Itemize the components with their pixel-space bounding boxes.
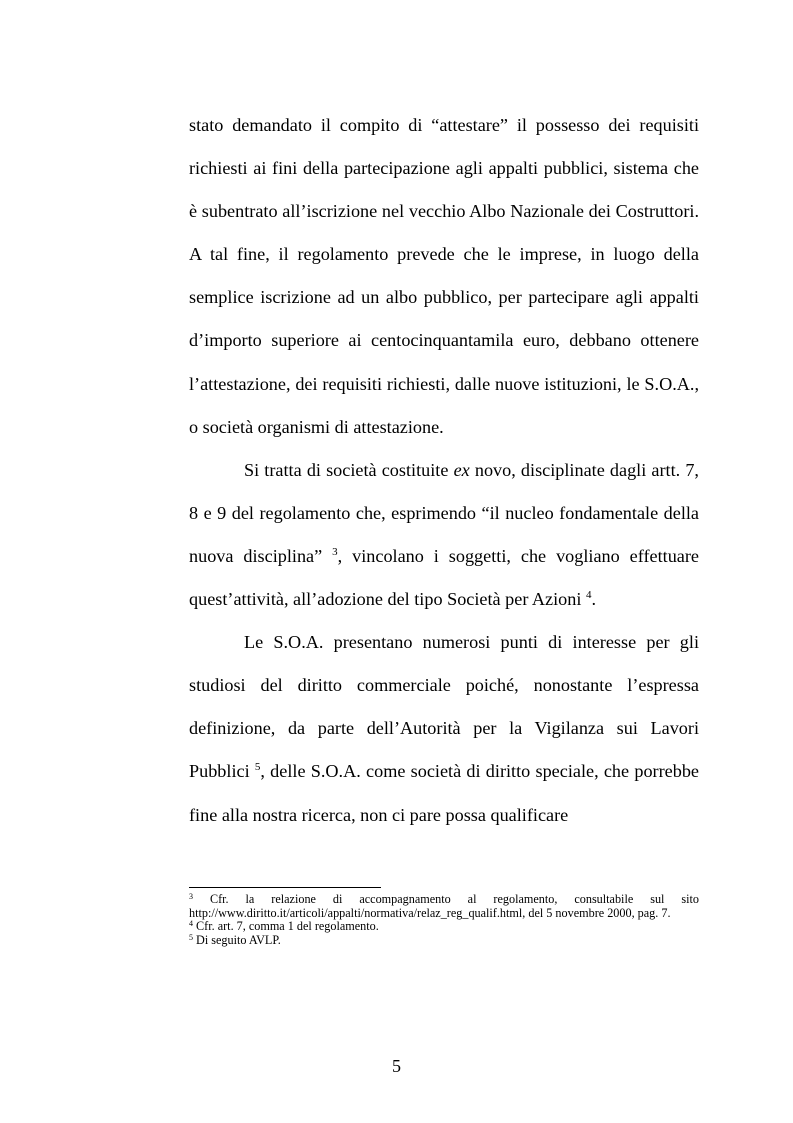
footnote-5 <box>189 934 699 948</box>
paragraph-2-text: novo, disciplinate dagli artt. 7, 8 e 9 del regolamento che, esprimendo “il nucleo fondamentale della nuova disciplina” <box>189 459 699 566</box>
paragraph-2 <box>189 449 699 621</box>
footnote-ref-3[interactable]: 3 <box>332 545 338 558</box>
footnotes <box>189 893 699 947</box>
body-text <box>189 104 699 837</box>
footnote-ref-5[interactable]: 5 <box>254 761 261 774</box>
footnote-text: Cfr. la relazione di accompagnamento al regolamento, consultabile sul sito http://www.diritto.it/articoli/appalti/normativa/relaz_reg_qualif.html, del 5 novembre 2000, pag. 7. <box>189 892 699 920</box>
paragraph-2-text: Si tratta di società costituite <box>244 459 454 480</box>
paragraph-3-text: , delle S.O.A. come società di diritto speciale, che porrebbe fine alla nostra ricerca, non ci pare possa qualificare <box>189 761 699 825</box>
paragraph-3 <box>189 621 699 836</box>
footnote-separator <box>189 887 381 888</box>
italic-ex: ex <box>453 459 470 480</box>
footnote-number: 4 <box>189 919 193 929</box>
footnote-text: Di seguito AVLP. <box>193 932 281 947</box>
footnote-number: 3 <box>189 892 193 901</box>
page-number: 5 <box>392 1056 401 1076</box>
footnote-number: 5 <box>189 932 193 942</box>
paragraph-3-text: Le S.O.A. presentano numerosi punti di interesse per gli studiosi del diritto commerciale poiché, nonostante l’espressa definizione, da parte dell’Autorità per la Vigilanza sui Lavori Pubblici <box>189 632 699 782</box>
footnote-ref-4[interactable]: 4 <box>585 589 592 602</box>
paragraph-1 <box>189 104 699 449</box>
footnote-3 <box>189 893 699 920</box>
footnote-4 <box>189 920 699 934</box>
paragraph-2-text: . <box>591 589 597 610</box>
paragraph-1-text: stato demandato il compito di “attestare” il possesso dei requisiti richiesti ai fini della partecipazione agli appalti pubblici, sistema che è subentrato all’iscrizione nel vecchio Albo Nazionale dei Costruttori. A tal fine, il regolamento prevede che le imprese, in luogo della semplice iscrizione ad un albo pubblico, per partecipare agli appalti d’importo superiore ai centocinquantamila euro, debbano ottenere l’attestazione, dei requisiti richiesti, dalle nuove istituzioni, le S.O.A., o società organismi di attestazione. <box>189 115 699 437</box>
paragraph-2-text: , vincolano i soggetti, che vogliano effettuare quest’attività, all’adozione del tipo Società per Azioni <box>189 545 699 610</box>
footnote-text: Cfr. art. 7, comma 1 del regolamento. <box>193 919 379 934</box>
